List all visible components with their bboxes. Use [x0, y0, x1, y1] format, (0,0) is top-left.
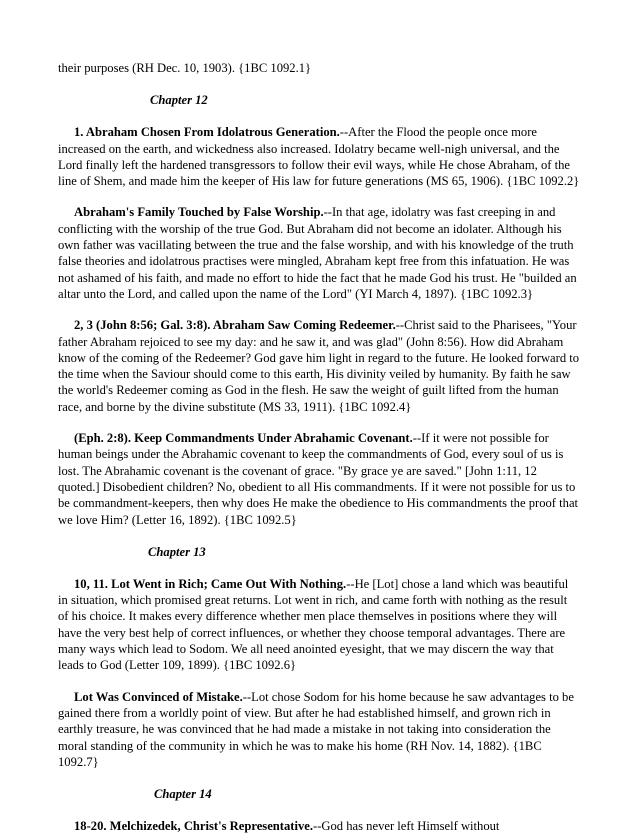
paragraph-body: --God has never left Himself without: [313, 819, 500, 834]
paragraph-1092-7: [58, 689, 580, 770]
chapter-14-heading: Chapter 14: [154, 787, 212, 802]
paragraph-1092-3: [58, 204, 580, 302]
paragraph-heading: 1. Abraham Chosen From Idolatrous Generation.: [74, 125, 340, 140]
paragraph-body: --If it were not possible for human beings under the Abrahamic covenant to keep the commandments of God, every soul of us is lost. The Abrahamic covenant is the covenant of grace. "By grace ye are saved." [John 1:11, 12 quoted.] Disobedient children? No, obedient to all His commandments. If it were not possible for us to be commandment-keepers, then why does He make the obedience to His commandments the proof that we love Him? (Letter 16, 1892). {1BC 1092.5}: [58, 431, 579, 527]
paragraph-1092-6: [58, 576, 580, 674]
paragraph-heading: 18-20. Melchizedek, Christ's Representative.: [74, 819, 314, 834]
chapter-13-heading: Chapter 13: [148, 544, 206, 559]
chapter-12-heading: Chapter 12: [150, 93, 208, 108]
paragraph-body: --In that age, idolatry was fast creeping in and conflicting with the worship of the true God. But Abraham did not become an idolater. Although his own father was vacillating between the true and the false worship, and with his knowledge of the truth false theories and idolatrous practises were mingled, Abraham kept free from this infatuation. He was not ashamed of his faith, and made no effort to hide the fact that he made God his trust. He "builded an altar unto the Lord, and called upon the name of the Lord" (YI March 4, 1897). {1BC 1092.3}: [58, 205, 577, 301]
paragraph-body: --Lot chose Sodom for his home because he saw advantages to be gained there from a worldly point of view. But after he had established himself, and grown rich in earthly treasure, he was convinced that he had made a mistake in not taking into consideration the moral standing of the community in which he was to make his home (RH Nov. 14, 1882). {1BC 1092.7}: [58, 689, 574, 769]
document-page: [58, 60, 580, 834]
paragraph-heading: (Eph. 2:8). Keep Commandments Under Abrahamic Covenant.: [74, 431, 413, 446]
paragraph-heading: Abraham's Family Touched by False Worship.: [74, 205, 324, 220]
paragraph-1092-8: [58, 818, 580, 834]
paragraph-body: --Christ said to the Pharisees, "Your father Abraham rejoiced to see my day: and he saw it, and was glad" (John 8:56). How did Abraham know of the coming of the Redeemer? God gave him light in regard to the future. He looked forward to the time when the Saviour should come to this earth, His divinity veiled by humanity. By faith he saw the world's Redeemer coming as God in the flesh. He saw the weight of guilt lifted from the human race, and borne by the divine substitute (MS 33, 1911). {1BC 1092.4}: [58, 318, 580, 414]
paragraph-body: --After the Flood the people once more increased on the earth, and wickedness also increased. Idolatry became well-nigh universal, and the Lord finally left the hardened transgressors to follow their evil ways, while He chose Abraham, of the line of Shem, and made him the keeper of His law for future generations (MS 65, 1906). {1BC 1092.2}: [58, 125, 580, 189]
paragraph-1092-2: [58, 124, 580, 189]
intro-line: their purposes (RH Dec. 10, 1903). {1BC 1092.1}: [58, 61, 312, 75]
paragraph-heading: 2, 3 (John 8:56; Gal. 3:8). Abraham Saw Coming Redeemer.: [74, 318, 396, 333]
paragraph-body: --He [Lot] chose a land which was beautiful in situation, which promised great returns. Lot went in rich, and came forth with nothing as the result of his choice. It makes every difference whether men place themselves in positions where they will have the very best help of correct influences, or whether they choose temporal advantages. There are many ways which lead to Sodom. We all need anointed eyesight, that we may discern the way that leads to God (Letter 109, 1899). {1BC 1092.6}: [58, 576, 569, 673]
paragraph-1092-4: [58, 317, 580, 415]
paragraph-1092-5: [58, 430, 580, 528]
paragraph-heading: 10, 11. Lot Went in Rich; Came Out With Nothing.: [74, 576, 347, 591]
paragraph-heading: Lot Was Convinced of Mistake.: [74, 689, 243, 704]
